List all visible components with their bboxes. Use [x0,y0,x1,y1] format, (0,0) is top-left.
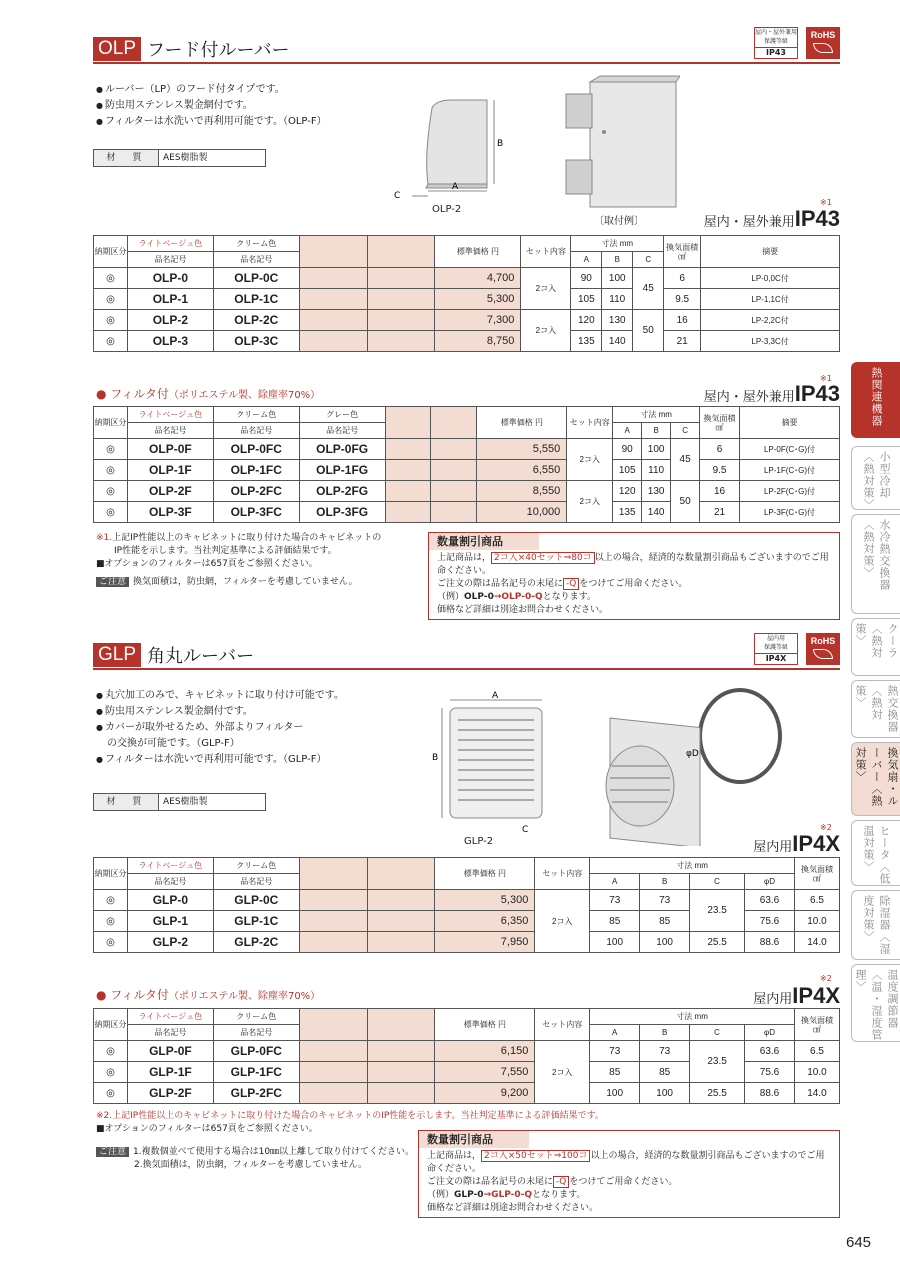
olp-image-caption: OLP-2 [432,204,462,215]
glp-ip2-note: ※2 [820,974,832,983]
glp-rohs-badge: RoHS [806,633,840,665]
olp-title: フード付ルーバー [147,40,290,61]
glp-bullets [96,688,344,768]
bullet: の交換が可能です。（GLP-F） [107,738,240,749]
svg-text:C: C [522,825,529,835]
table-row: ◎ OLP-0F OLP-0FC OLP-0FG 5,550 2コ入 90 100 45 6 LP-0F(C･G)付 [94,439,840,460]
bullet: ● 丸穴加工のみで、キャビネットに取り付け可能です。 [96,688,344,704]
bullet: ● カバーが取外せるため、外部よりフィルター [96,720,344,736]
glp-material: 材 質 AES樹脂製 [93,793,266,811]
bullet: ● フィルターは水洗いで再利用可能です。（GLP-F） [96,752,344,768]
table-row: ◎ OLP-3F OLP-3FC OLP-3FG 10,000 135 140 21 LP-3F(C･G)付 [94,502,840,523]
tab-kankisen-louver[interactable]: 換気扇・ルーバー〈熱対策〉 [851,742,900,816]
glp-code: GLP [93,643,141,667]
olp-ip2-note: ※1 [820,374,832,383]
olp-cabinet-image [560,74,680,214]
tab-suirei[interactable]: 水冷熱交換器〈熱対策〉 [851,514,900,614]
olp-material: 材 質 AES樹脂製 [93,149,266,167]
page-number: 645 [846,1234,872,1251]
glp-header [93,642,254,668]
leaf-icon [813,43,833,53]
olp-ip2-label: 屋内・屋外兼用IP43 [703,381,840,406]
olp-header [93,36,290,62]
glp-quantity-box: 数量割引商品 上記商品は， 2コ入×50セット⇒100コ 以上の場合，経済的な数量割引商品もございますのでご用命ください。 ご注文の際は品名記号の末尾に -Q をつけてご用命ください。 （例）GLP-0→GLP-0-Qとなります。 価格など詳細は別途お問合わせください。 [418,1130,840,1218]
bullet: ● ルーバー（LP）のフード付タイプです。 [96,82,327,98]
olp-table: 納期区分 ライトベージュ色 クリーム色 標準価格 円 セット内容 寸法 mm 換気面積 ㎠ 摘要 品名記号 品名記号 A B C ◎ OLP-0 OLP-0C 4,700 2コ入 90 100 45 6 LP-0,0C付 ◎ OLP-1 OLP-1C 5,300 105 110 9.5 LP-1,1C付 ◎ OLP-2 OLP-2C 7,300 2コ入 120 130 50 16 LP-2,2C付 ◎ OLP-3 OLP-3C 8,750 135 140 21 LP-3,3C付 [93,235,840,352]
svg-text:A: A [452,182,459,192]
tab-netsu-kanren[interactable]: 熱関連機器 [851,362,900,438]
glp-image-caption: GLP-2 [464,836,494,847]
table-row: ◎ GLP-0F GLP-0FC 6,150 2コ入 73 73 23.5 63.6 6.5 [94,1041,840,1062]
bullet: ● 防虫用ステンレス製金網付です。 [96,98,327,114]
olp-quantity-box: 数量割引商品 上記商品は， 2コ入×40セット⇒80コ 以上の場合，経済的な数量割引商品もございますのでご用命ください。 ご注文の際は品名記号の末尾に -Q をつけてご用命ください。 （例）OLP-0→OLP-0-Qとなります。 価格など詳細は別途お問合わせください。 [428,532,840,620]
glp-mounted-image [590,686,790,846]
table-row: ◎ GLP-0 GLP-0C 5,300 2コ入 73 73 23.5 63.6 6.5 [94,890,840,911]
tab-ondo-chosetsu[interactable]: 温度調節器〈温・湿度管理〉 [851,964,900,1042]
olp-ip-label: 屋内・屋外兼用IP43 [703,206,840,231]
bullet: ● 防虫用ステンレス製金網付です。 [96,704,344,720]
svg-text:A: A [492,691,499,701]
svg-text:φD: φD [686,749,699,759]
olp-ip-note: ※1 [820,198,832,207]
tab-kogata-reikyaku[interactable]: 小型冷却〈熱対策〉 [851,446,900,510]
glp-note-ip: ※2.上記IP性能以上のキャビネットに取り付けた場合のキャビネットのIP性能を示します。当社判定基準による評価結果です。 ■オプションのフィルターは657頁をご参照ください。 [96,1111,604,1134]
leaf-icon [813,649,833,659]
table-row: ◎ OLP-1 OLP-1C 5,300 105 110 9.5 LP-1,1C付 [94,289,840,310]
glp-filter-table: 納期区分 ライトベージュ色 クリーム色 標準価格 円 セット内容 寸法 mm 換気面積 ㎠ 品名記号 品名記号 A B C φD ◎ GLP-0F GLP-0FC 6,150 2コ入 73 73 23.5 63.6 6.5 ◎ GLP-1F GLP-1FC 7,550 85 85 75.6 10.0 ◎ GLP-2F GLP-2FC 9,200 100 100 25.5 88.6 14.0 [93,1008,840,1104]
table-row: ◎ OLP-3 OLP-3C 8,750 135 140 21 LP-3,3C付 [94,331,840,352]
table-row: ◎ OLP-0 OLP-0C 4,700 2コ入 90 100 45 6 LP-0,0C付 [94,268,840,289]
svg-text:C: C [394,191,401,201]
olp-filter-table: 納期区分 ライトベージュ色 クリーム色 グレー色 標準価格 円 セット内容 寸法 mm 換気面積 ㎠ 摘要 品名記号 品名記号 品名記号 A B C ◎ OLP-0F OLP-0FC OLP-0FG 5,550 2コ入 90 100 45 6 LP-0F(C･G)付 ◎ OLP-1F OLP-1FC OLP-1FG 6,550 105 110 9.5 LP-1F(C･G)付 ◎ OLP-2F OLP-2FC OLP-2FG 8,550 2コ入 120 130 50 16 LP-2F(C･G)付 ◎ OLP-3F OLP-3FC OLP-3FG 10,000 135 140 21 LP-3F(C･G)付 [93,406,840,523]
glp-ip-badge: 屋内用 保護等級 IP4X [754,633,798,665]
table-row: ◎ OLP-2 OLP-2C 7,300 2コ入 120 130 50 16 LP-2,2C付 [94,310,840,331]
bullet: ● フィルターは水洗いで再利用可能です。（OLP-F） [96,114,327,130]
olp-ip-badge: 屋内・屋外兼用 保護等級 IP43 [755,29,798,57]
glp-ip-note: ※2 [820,823,832,832]
table-row: ◎ OLP-1F OLP-1FC OLP-1FG 6,550 105 110 9.5 LP-1F(C･G)付 [94,460,840,481]
table-row: ◎ GLP-1 GLP-1C 6,350 85 85 75.6 10.0 [94,911,840,932]
glp-table: 納期区分 ライトベージュ色 クリーム色 標準価格 円 セット内容 寸法 mm 換気面積 ㎠ 品名記号 品名記号 A B C φD ◎ GLP-0 GLP-0C 5,300 2コ入 73 73 23.5 63.6 6.5 ◎ GLP-1 GLP-1C 6,350 85 85 75.6 10.0 ◎ GLP-2 GLP-2C 7,950 100 100 25.5 88.6 14.0 [93,857,840,953]
glp-caution: ご注意 1.複数個並べて使用する場合は10㎜以上離して取り付けてください。 2.換気面積は，防虫網，フィルターを考慮していません。 [96,1146,416,1172]
olp-bullets [96,82,327,130]
table-row: ◎ OLP-2F OLP-2FC OLP-2FG 8,550 2コ入 120 130 50 16 LP-2F(C･G)付 [94,481,840,502]
glp-rule [93,668,840,670]
olp-rule [93,62,840,64]
table-row: ◎ GLP-1F GLP-1FC 7,550 85 85 75.6 10.0 [94,1062,840,1083]
tab-joshitsuki[interactable]: 除湿器〈湿度対策〉 [851,890,900,960]
olp-cabinet-caption: 〔取付例〕 [594,216,644,227]
tab-heater[interactable]: ヒータ〈低温対策〉 [851,820,900,886]
tab-netsukokanki[interactable]: 熱交換器〈熱対策〉 [851,680,900,738]
olp-filter-title: ● フィルタ付（ポリエステル製、除塵率70%） [96,387,321,401]
olp-rohs-badge: RoHS [806,27,840,59]
tab-cooler[interactable]: クーラ〈熱対策〉 [851,618,900,676]
glp-filter-title: ● フィルタ付（ポリエステル製、除塵率70%） [96,988,321,1002]
table-row: ◎ GLP-2F GLP-2FC 9,200 100 100 25.5 88.6 14.0 [94,1083,840,1104]
olp-product-image [392,96,522,206]
glp-title: 角丸ルーバー [147,646,255,667]
olp-notes: ※1.上記IP性能以上のキャビネットに取り付けた場合のキャビネットの IP性能を示します。当社判定基準による評価結果です。 ■オプションのフィルターは657頁をご参照ください。 ご注意 換気面積は，防虫網，フィルターを考慮していません。 [96,533,382,587]
glp-product-image [432,690,552,835]
glp-ip2-label: 屋内用IP4X [753,983,840,1008]
svg-text:B: B [497,139,504,149]
glp-ip-label: 屋内用IP4X [753,831,840,856]
svg-text:B: B [432,753,439,763]
table-row: ◎ GLP-2 GLP-2C 7,950 100 100 25.5 88.6 14.0 [94,932,840,953]
olp-code: OLP [93,37,141,61]
